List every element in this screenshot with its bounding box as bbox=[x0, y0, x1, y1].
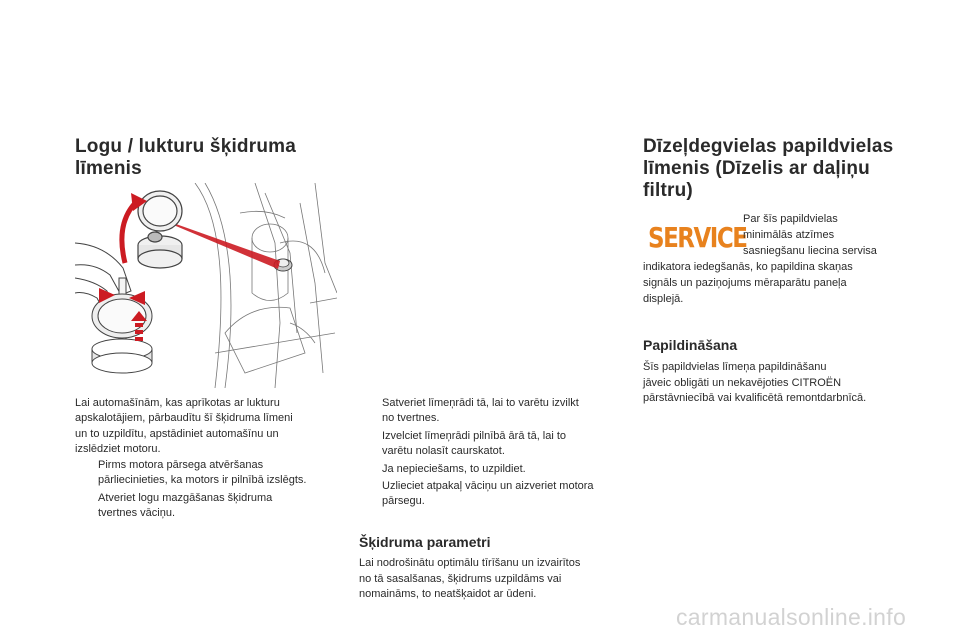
list-item bbox=[359, 396, 629, 427]
list-item-line: pārliecinieties, ka motors ir pilnībā izslēgts. bbox=[98, 474, 307, 487]
right-title-line-3: filtru) bbox=[643, 180, 693, 201]
service-text-line-3: sasniegšanu liecina servisa bbox=[743, 245, 877, 257]
right-section-line-2: jāveic obligāti un nekavējoties CITROËN bbox=[643, 377, 842, 389]
right-section-title bbox=[643, 136, 893, 202]
list-item bbox=[359, 462, 629, 477]
service-text-line-5: signāls un paziņojums mēraparātu paneļa bbox=[643, 277, 847, 289]
middle-section-line-2: no tā sasalšanas, šķidrums uzpildāms vai bbox=[359, 573, 562, 585]
list-item-line: no tvertnes. bbox=[382, 412, 440, 425]
left-intro-line-2: apskalotājiem, pārbaudītu šī šķidruma līmeni bbox=[75, 412, 293, 424]
right-section-title-refill: Papildināšana bbox=[643, 337, 738, 353]
right-title-line-2: līmenis (Dīzelis ar daļiņu bbox=[643, 158, 870, 179]
list-item bbox=[75, 491, 345, 522]
list-item bbox=[359, 479, 629, 510]
list-item bbox=[75, 458, 345, 489]
left-section-title bbox=[75, 136, 296, 180]
list-item-line: Atveriet logu mazgāšanas šķidruma bbox=[98, 491, 273, 504]
left-intro-line-1: Lai automašīnām, kas aprīkotas ar lukturu bbox=[75, 397, 280, 409]
service-text-line-4: indikatora iedegšanās, ko papildina skaņas bbox=[643, 261, 853, 273]
list-item-line: Ja nepieciešams, to uzpildiet. bbox=[382, 462, 526, 475]
left-title-line-1: Logu / lukturu šķidruma bbox=[75, 136, 297, 157]
left-intro-line-3: un to uzpildītu, apstādiniet automašīnu un bbox=[75, 428, 279, 440]
list-item-line: tvertnes vāciņu. bbox=[98, 507, 176, 520]
service-warning-icon: SERVICE bbox=[648, 223, 747, 255]
service-text-line-2: minimālās atzīmes bbox=[743, 229, 835, 241]
middle-section-title: Šķidruma parametri bbox=[359, 534, 491, 550]
watermark-text: carmanualsonline.info bbox=[676, 604, 907, 630]
service-text-line-1: Par šīs papildvielas bbox=[743, 213, 838, 225]
list-item-line: Pirms motora pārsega atvēršanas bbox=[98, 459, 264, 471]
list-item bbox=[359, 429, 629, 460]
list-item-line: Satveriet līmeņrādi tā, lai to varētu izvilkt bbox=[382, 397, 579, 409]
left-bullet-list bbox=[75, 458, 345, 524]
middle-bullet-list bbox=[359, 396, 629, 512]
service-text-line-6: displejā. bbox=[643, 293, 684, 305]
list-item-line: pārsegu. bbox=[382, 495, 425, 508]
middle-section-line-1: Lai nodrošinātu optimālu tīrīšanu un izvairītos bbox=[359, 557, 581, 569]
middle-section-line-3: nomaināms, to neatšķaidot ar ūdeni. bbox=[359, 588, 537, 600]
right-title-line-1: Dīzeļdegvielas papildvielas bbox=[643, 136, 894, 157]
right-section-line-3: pārstāvniecībā vai kvalificētā remontdarbnīcā. bbox=[643, 392, 867, 404]
list-item-line: Izvelciet līmeņrādi pilnībā ārā tā, lai to bbox=[382, 429, 567, 442]
list-item-line: Uzlieciet atpakaļ vāciņu un aizveriet motora bbox=[382, 480, 594, 493]
washer-reservoir-illustration bbox=[75, 183, 337, 388]
left-title-line-2: līmenis bbox=[75, 158, 142, 179]
right-section-line-1: Šīs papildvielas līmeņa papildināšanu bbox=[643, 361, 827, 373]
list-item-line: varētu nolasīt caurskatot. bbox=[382, 445, 505, 458]
left-intro-line-4: izslēdziet motoru. bbox=[75, 443, 161, 455]
